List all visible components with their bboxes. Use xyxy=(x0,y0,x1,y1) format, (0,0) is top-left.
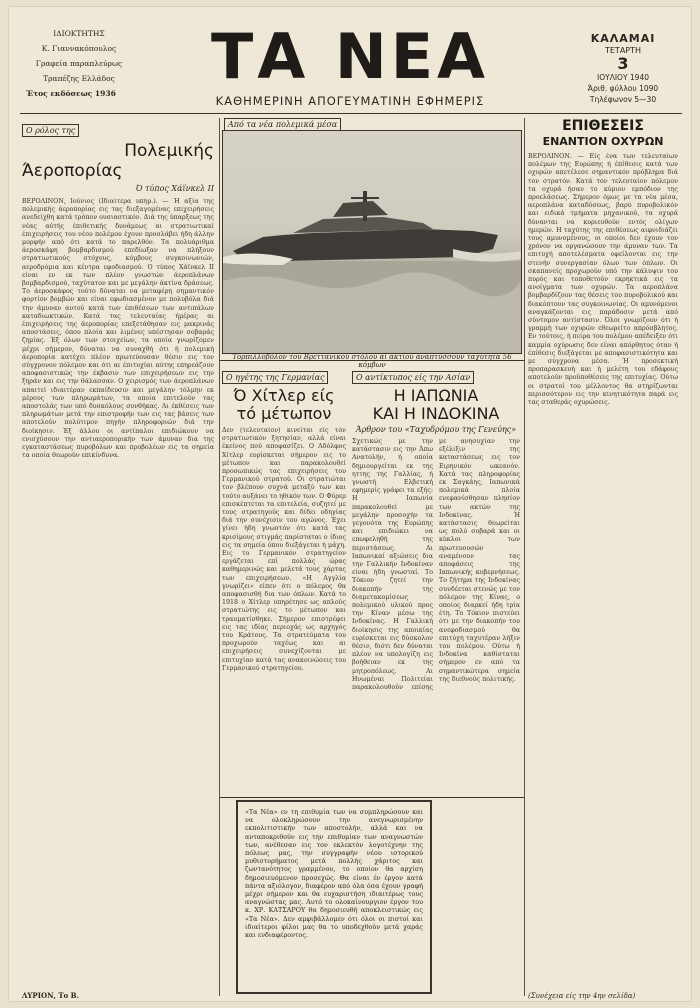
article-body: ΒΕΡΟΛΙΝΟΝ. — Είς ένα των τελευταίων πολέμων της Ευρώπης ή έπίθεσις κατά των οχυρών απετέλεσε σημαντικόν πρόβλημα διά τον στρατόν. Κατά τον τελευταίον πόλεμον τα οχυρά ήσαν το κύριον εμπόδιον της προελάσεως. Σήμερον όμως με τα νέα μέσα, αεροπλάνα καταδύσεως, βαρύ πυροβολικόν και ειδικά τμήματα μηχανικού, τα οχυρά δύνανται να κυριευθούν εντός ολίγων ημερών. Η ταχύτης της επιθέσεως αιφνιδιάζει τους αμυνομένους, οι οποίοι δεν έχουν τον χρόνον να οργανώσουν την άμυναν των. Τα επιτυχή αποτελέσματα οφείλονται εις την στενήν συνεργασίαν όλων των όπλων. Οι σκαπανείς προχωρούν υπό την κάλυψιν του πυρός και τοποθετούν εκρηκτικά εις τα ανοίγματα των οχυρών. Τα αεροπλάνα βομβαρδίζουν τας θέσεις του πυροβολικού και διακόπτουν τας συγκοινωνίας. Οι αμυνόμενοι αναγκάζονται εις παράδοσιν μετά από σύντομον αντίστασιν. Όλοι γνωρίζουν ότι ή γραμμή των οχυρών εθεωρείτο απρόσβλητος. Εν τούτοις, ή πείρα του πολέμου απέδειξεν ότι καμμία οχύρωσις δεν είναι απόρθητος όταν ή έπίθεσις διεξάγεται με αποφασιστικότητα και με σύγχρονα μέσα. Ή προσεκτική προπαρασκευή και ή μελέτη του εδάφους αποτελούν προϋποθέσεις της επιτυχίας. Ούτω οι στρατοί του μέλλοντος θα στηρίζωνται περισσότερον εις την κινητικότητα παρά εις τας σταθεράς οχυρώσεις. xyxy=(528,153,678,407)
headline-line-1: Πολεμικής xyxy=(124,141,214,161)
byline: Άρθρον του «Ταχυδρόμου της Γενεύης» xyxy=(355,425,517,434)
owner-name: Κ. Γιαννακόπουλος xyxy=(41,44,117,53)
section-tag: Ο αντίκτυπος είς την Ασίαν xyxy=(352,371,474,384)
hitler-article xyxy=(222,365,346,795)
founded-year: Έτος εκδόσεως 1936 xyxy=(26,89,116,98)
owner-label: ΙΔΙΟΚΤΗΤΗΣ xyxy=(53,29,105,38)
notice-rule xyxy=(220,797,524,798)
section-tag: Ο ηγέτης της Γερμανίας xyxy=(222,371,328,384)
owner-info xyxy=(24,26,134,101)
date-box xyxy=(568,32,678,105)
headline-line-1: Η ΙΑΠΩΝΙΑ xyxy=(393,386,479,405)
headline-line-2: ΕΝΑΝΤΙΟΝ ΟΧΥΡΩΝ xyxy=(542,135,664,148)
article-signature: ΛΥΡΙΟΝ, Το Β. xyxy=(22,991,80,1000)
photo-section-tag: Από τα νέα πολεμικά μέσα xyxy=(224,118,341,131)
office-line-2: Τραπέζης Ελλάδος xyxy=(43,74,115,83)
continued-note: (Συνέχεια είς την 4ην σελίδα) xyxy=(528,992,636,1000)
headline-line-1: Ό Χίτλερ είς xyxy=(233,386,335,405)
torpedo-boat-illustration xyxy=(223,131,521,353)
photo-caption: Τορπιλλοβόλον του Βρεττανικού στόλου αί ακτίου αναπτύσσουν ταχύτητα 56 κόμβων xyxy=(232,353,512,369)
masthead xyxy=(20,18,682,110)
photo-rule xyxy=(220,360,524,361)
day-number: 3 xyxy=(617,54,629,73)
left-article xyxy=(22,118,214,1000)
headline-line-1: ΕΠΙΘΕΣΕΙΣ xyxy=(562,118,644,134)
column-divider xyxy=(219,118,220,996)
article-body: Δεν (τελευταίον) κινείται είς τόν στρατιωτικόν ξητησίαν, αλλά είναι έκείνος πού αποφασίζει. Ο Αδόλφος Χίτλερ ευρίσκεται σήμερον εις το μέτωπον και παρακολουθεί προσωπικώς τας επιχειρήσεις του Γερμανικού στρατού. Οι στρατιώται τον βλέπουν συχνά μεταξύ των και τούτο αυξάνει το ηθικόν των. Ο Φύρερ επισκέπτεται τα επιτελεία, συζητεί με τους στρατηγούς και δίδει οδηγίας διά την συνέχισιν του αγώνος. Έχει γίνει ήδη γνωστόν ότι κατά τας κρισίμους στιγμάς παρίσταται ο ίδιος εις τα σημεία όπου διεξάγεται ή μάχη. Εις το Γερμανικόν στρατηγείον εργάζεται επί πολλάς ώρας καθημερινώς και μελετά τους χάρτας των επιχειρήσεων. «Η Αγγλία γνωρίζει» είπεν ότι ο πόλεμος θα αποφασισθή δια των όπλων. Κατά το 1918 ο Χίτλερ υπηρέτησε ως απλούς στρατιώτης εις το μέτωπον και τραυματίσθηκε. Σήμερον επιστρέφει εις τας ιδίας περιοχάς ως αρχηγός του Κράτους. Τα στρατεύματα του προχωρούν ταχέως και αι επιχειρήσεις συνεχίζονται με επιτυχίαν κατά τας ανακοινώσεις του Γερμανικού στρατηγείου. xyxy=(222,427,346,672)
month-year: ΙΟΥΛΙΟΥ 1940 xyxy=(597,73,649,82)
city: ΚΑΛΑΜΑΙ xyxy=(590,32,656,45)
section-tag: Ο ρόλος της xyxy=(22,124,79,137)
issue-number: Άριθ. φύλλου 1090 xyxy=(587,84,659,93)
right-article xyxy=(528,118,678,1000)
warship-photo xyxy=(222,130,522,354)
newspaper-title: ΤΑ ΝΕΑ xyxy=(210,20,490,93)
newspaper-subtitle: ΚΑΘΗΜΕΡΙΝΗ ΑΠΟΓΕΥΜΑΤΙΝΗ ΕΦΗΜΕΡΙΣ xyxy=(215,94,485,108)
headline-line-2: ΚΑΙ Η ΙΝΔΟΚΙΝΑ xyxy=(372,404,500,423)
masthead-rule xyxy=(20,113,682,114)
notice-text: «Τα Νέα» εν τη επιθυμία των να συμπληρώσουν και να ολοκληρώσουν την ανεγνωρισμένην εκπολιτιστικήν των αποστολήν, αλλά και να ανταποκριθούν εις την επιθυμίαν των αναγνωστών των, ανέθεσαν εις τον εκλεκτόν λογοτέχνην της πόλεως μας, την συγγραφήν νέου ιστορικού μυθιστορήματος μετά πολλής χάριτος και ζωντανότητος γραμμένου, το οποίον θα αρχίση δημοσιευόμενον προσεχώς. Θα είναι έν έργον κατά πάντα αξιόλογον, διαφέρον από όλα όσα έχουν γραφή μέχρι σήμερον και θα ευχαριστήση ιδιαιτέρως τους αναγνώστας μας. Αυτό το ολοκαίνουργιον έργον του κ. ΧΡ. ΚΑΤΣΑΡΟΥ θα δημοσιευθή αποκλειστικώς εις «Τα Νέα». Δεν αμφιβάλλομεν ότι όλοι οι πιστοί και ιδιαίτεροι φίλοι μας θα το υποδεχθούν μετά χαράς και ενδιαφέροντος. xyxy=(245,808,423,940)
column-divider xyxy=(524,118,525,996)
article-body: Σχετικώς με την κατάστασιν εις την Άπω Ανατολήν, ή οποία δημιουργείται εκ της ηττης της Γαλλίας, ή γνωστή Ελβετική εφημερίς γράφει τα εξής: Η Ιαπωνία παρακολουθεί με μεγάλην προσοχήν τα γεγονότα της Ευρώπης και επιδιώκει να επωφεληθή της περιστάσεως. Αι Ιαπωνικαί αξιώσεις δια την Γαλλικήν Ινδοκίναν είναι ήδη γνωσταί. Το Τόκιον ζητεί την διακοπήν της διαμετακομίσεως πολεμικού υλικού προς την Κίναν μέσω της Ινδοκίνας. Η Γαλλική διοίκησις της αποικίας ευρίσκεται εις δύσκολον θέσιν, διότι δεν δύναται πλέον να υπολογίζη εις βοήθειαν εκ της μητροπόλεως. Αι Ηνωμέναι Πολιτείαι παρακολουθούν επίσης με ανησυχίαν την εξέλιξιν της καταστάσεως εις τον Ειρηνικόν ωκεανόν. Κατά τας πληροφορίας εκ Σαγκάης, Ιαπωνικά πολεμικά πλοία ενεφανίσθησαν πλησίον των ακτών της Ινδοκίνας. Ή κατάστασις θεωρείται ως πολύ σοβαρά και οι κύκλοι των πρωτευουσών αναμένουν τας αποφάσεις της Ιαπωνικής κυβερνήσεως. Το ζήτημα της Ινδοκίνας συνδέεται στενώς με τον πόλεμον της Κίνας, ο οποίος διαρκεί ήδη τρία έτη. Το Τόκιον πιστεύει ότι με την διακοπήν του ανεφοδιασμού θα επιτύχη ταχυτέραν λήξιν του πολέμου. Ούτω ή Ινδοκίνα καθίσταται σήμερον εν από τα σημαντικώτερα σημεία της διεθνούς πολιτικής. xyxy=(352,438,520,692)
japan-article xyxy=(352,365,520,795)
serial-novel-notice xyxy=(236,800,432,994)
headline-line-2: τό μέτωπον xyxy=(236,404,332,423)
byline: Ό τύπος Χάϊνκελ ΙΙ xyxy=(135,184,214,193)
weekday: ΤΕΤΑΡΤΗ xyxy=(604,46,642,55)
article-body: ΒΕΡΟΛΙΝΟΝ, Ιούνιος (Ιδιαίτερα υπηρ.). — Ή αξία της πολεμικής άεροπορίας εις τας διεξαγομένας επιχειρήσεις ανεδείχθη κατά τρόπον ουσιαστικόν. Διά της ύπαρξεως της νέας αύτής έπιθετικής δυνάμεως αι στρατιωτικαί έπιχειρήσεις του νέου πολέμου έχουν προσλάβει ήδη άλλην μορφήν από ότι κατά το παρελθόν. Τα πολυάριθμα άεροσκάφη βομβαρδισμού επεδίωξαν να πλήξουν στρατιωτικούς στόχους, κόμβους συγκοινωνιών, αεροδρόμια και κέντρα εφοδιασμού. Ο τύπος Χάϊνκελ ΙΙ είναι εν εκ των πλέον γνωστών άεροπλάνων βομβαρδισμού, ταχύτατον και με μεγάλην άκτίνα δράσεως. Το άεροσκάφος τούτο δύναται να μεταφέρη σημαντικόν φορτίον βομβών και είναι εφωδιασμένον με πολυβόλα διά την άμυναν αυτού κατά των έπιθέσεων των αντιπάλων καταδιωκτικών. Κατά τας τελευταίας ήμέρας αι έπιχειρήσεις της άεροπορίας επεξετάθησαν εις μακρινάς αποστάσεις, όπου πλοία και λιμένες υπέστησαν σοβαράς ζημίας. Έξ όλων των στοιχείων, τα οποία γνωρίζομεν μέχρι σήμερον, δύναται να συναχθή ότι ή πολεμική άεροπορία κατέχει πλέον πρωτεύουσαν θέσιν εις τον σύγχρονον πόλεμον και ότι αι έπιτυχίαι αύτης επηρεάζουν αποφασιστικώς την έκβασιν των επιχειρήσεων εις την ξηράν και εις την θάλασσαν. Ο χειρισμός των άεροπλάνων απαιτεί ιδιαιτέραν εκπαίδευσιν και μεγάλην τόλμην εκ μέρους των πληρωμάτων, τα οποία επιτελούν τας αποστολάς των υπό δυσκόλους συνθήκας. Αι έκθέσεις των πληρωμάτων μετά την επιστροφήν των εις τας βάσεις των αποτελούν πολύτιμον πηγήν πληροφοριών διά την διοίκησιν. Έξ άλλου οι αντίπαλοι επιδιώκουν να ενισχύσουν την αντιαεροπορικήν των άμυναν δια της εγκαταστάσεως πυροβόλων και προβολέων εις τα σημεία τα οποία θεωρούν επικίνδυνα. xyxy=(22,198,214,460)
phone-number: Τηλέφωνον 5—30 xyxy=(589,95,657,104)
headline-line-2: Άεροπορίας xyxy=(22,161,123,181)
office-line-1: Γραφεία παραπλεύρως xyxy=(35,59,123,68)
